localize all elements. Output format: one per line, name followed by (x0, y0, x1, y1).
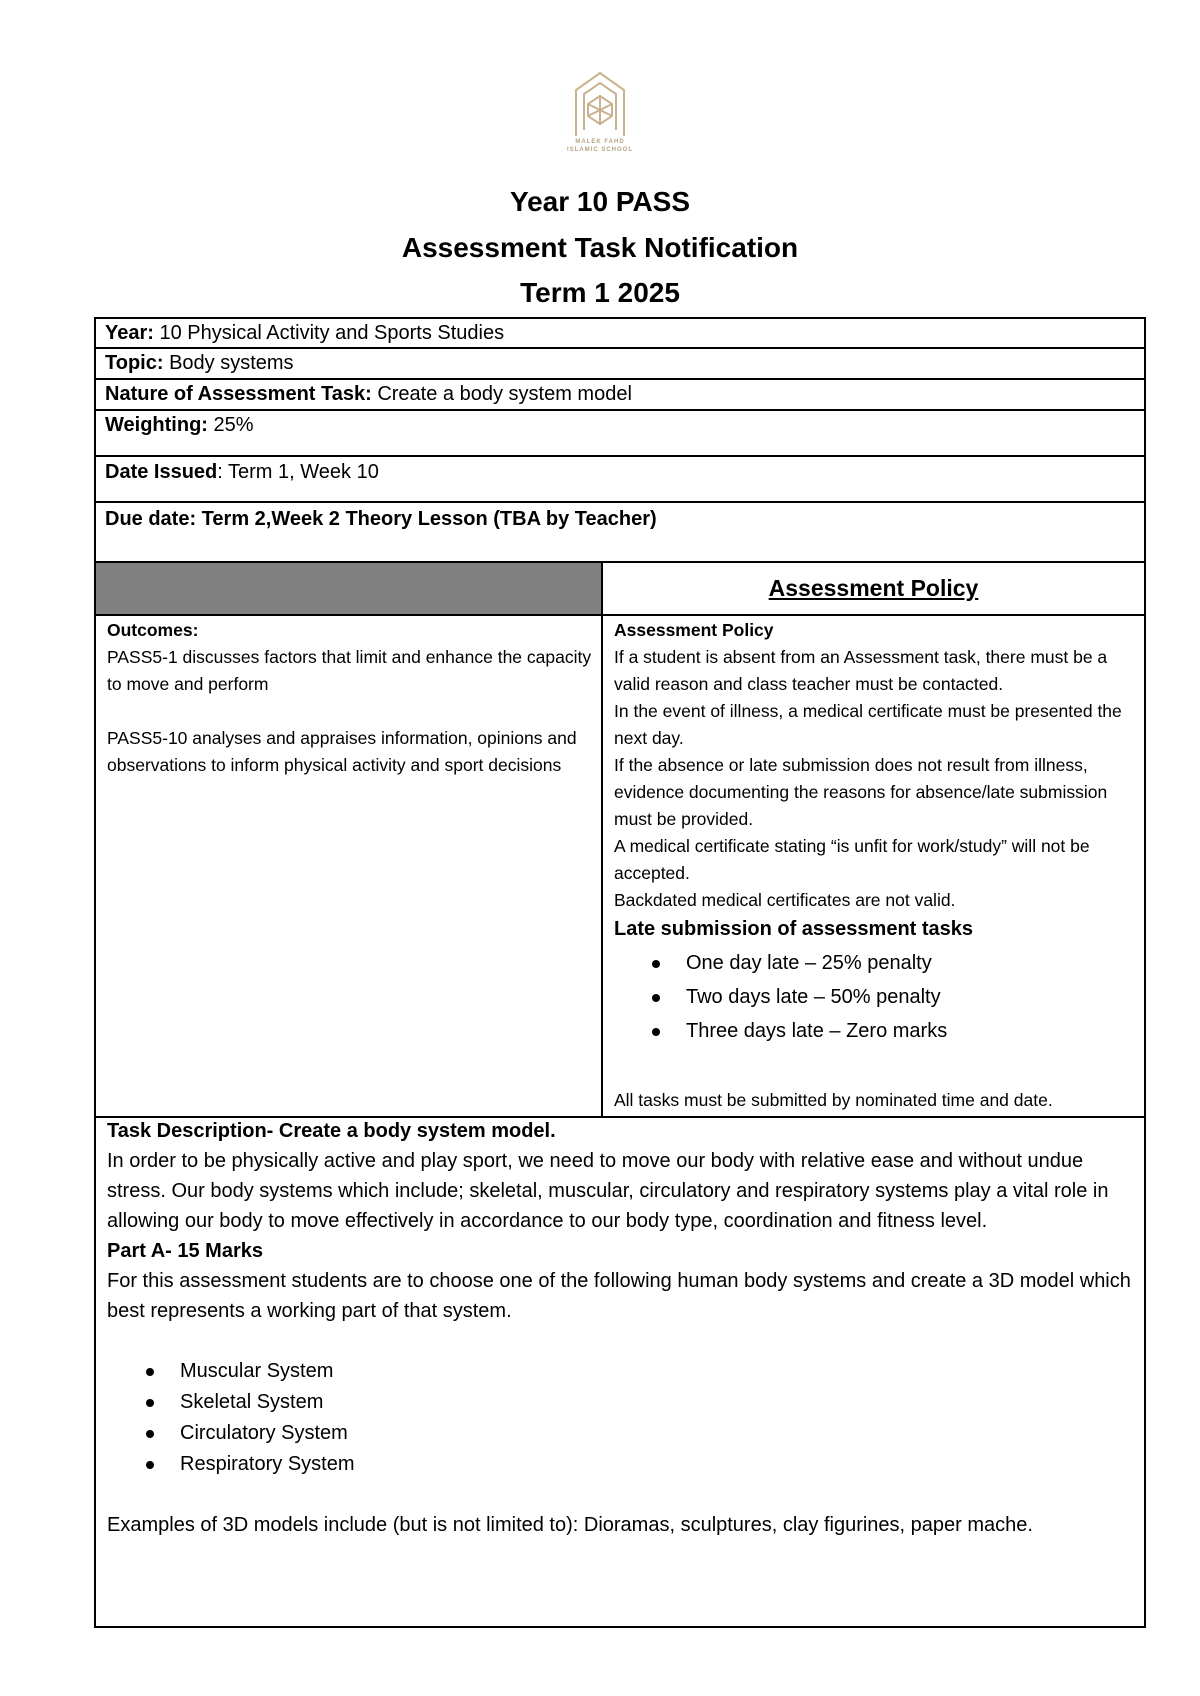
policy-text: A medical certificate stating “is unfit for work/study” will not be accepted. (614, 836, 1090, 883)
list-item: Muscular System (107, 1356, 1137, 1387)
table-bottom-border (94, 1626, 1146, 1628)
topic-value: Body systems (163, 352, 294, 374)
task-title: Task Description- Create a body system model. (107, 1120, 556, 1142)
weighting-value: 25% (207, 414, 254, 436)
logo-line-1: MALEK FAHD (575, 139, 625, 145)
grey-header-cell (96, 563, 601, 614)
nature-label: Nature of Assessment Task: (105, 383, 372, 405)
late-penalty-list (614, 946, 1144, 1048)
nature-row (94, 378, 1146, 409)
policy-text: In the event of illness, a medical certificate must be presented the next day. (614, 701, 1122, 748)
column-divider (601, 561, 603, 1118)
outcomes-title: Outcomes: (107, 620, 199, 640)
list-item: Circulatory System (107, 1418, 1137, 1449)
submission-note: All tasks must be submitted by nominated time and date. (614, 1090, 1053, 1110)
issued-value: : Term 1, Week 10 (217, 461, 379, 483)
logo-line-2: ISLAMIC SCHOOL (567, 147, 633, 153)
school-logo (558, 70, 642, 170)
late-submission-title: Late submission of assessment tasks (614, 918, 974, 940)
weighting-label: Weighting: (105, 414, 208, 436)
topic-label: Topic: (105, 352, 164, 374)
policy-text: If a student is absent from an Assessment task, there must be a valid reason and class teacher must be contacted. (614, 647, 1108, 694)
task-intro: In order to be physically active and play sport, we need to move our body with relative ease and without undue stress. Our body systems which include; skeletal, muscular, circulatory and respiratory systems play a vital role in allowing our body to move effectively in accordance to our body type, coordination and fitness level. (107, 1150, 1109, 1232)
policy-text: If the absence or late submission does not result from illness, evidence documenting the reasons for absence/late submission must be provided. (614, 755, 1108, 829)
outcome-item: PASS5-10 analyses and appraises information, opinions and observations to inform physical activity and sport decisions (107, 728, 577, 775)
list-item: Respiratory System (107, 1449, 1137, 1480)
policy-header: Assessment Policy (768, 575, 979, 601)
house-emblem-icon (572, 70, 628, 138)
year-row (94, 317, 1146, 347)
page-subtitle: Assessment Task Notification (401, 232, 799, 263)
year-label: Year: (105, 322, 154, 344)
policy-text: Backdated medical certificates are not valid. (614, 890, 956, 910)
policy-title: Assessment Policy (614, 620, 774, 640)
outcome-item: PASS5-1 discusses factors that limit and enhance the capacity to move and perform (107, 647, 592, 694)
policy-cell (614, 617, 1144, 1048)
list-item: One day late – 25% penalty (614, 946, 1144, 980)
issued-row (94, 455, 1146, 501)
topic-row (94, 347, 1146, 378)
list-item: Three days late – Zero marks (614, 1014, 1144, 1048)
weighting-row (94, 409, 1146, 455)
due-label: Due date: (105, 508, 197, 530)
task-description-cell (107, 1116, 1137, 1540)
part-a-heading: Part A- 15 Marks (107, 1240, 263, 1262)
term-title: Term 1 2025 (520, 277, 680, 308)
due-value: Term 2,Week 2 Theory Lesson (TBA by Teacher) (196, 508, 657, 530)
task-instruction: For this assessment students are to choose one of the following human body systems and create a 3D model which best represents a working part of that system. (107, 1270, 1131, 1322)
issued-label: Date Issued (105, 461, 218, 483)
outcomes-cell (107, 617, 595, 779)
body-systems-list (107, 1356, 1137, 1480)
due-row (94, 501, 1146, 561)
nature-value: Create a body system model (371, 383, 632, 405)
list-item: Skeletal System (107, 1387, 1137, 1418)
year-value: 10 Physical Activity and Sports Studies (153, 322, 505, 344)
page-title: Year 10 PASS (509, 186, 691, 217)
task-examples: Examples of 3D models include (but is not limited to): Dioramas, sculptures, clay figurines, paper mache. (107, 1514, 1033, 1536)
list-item: Two days late – 50% penalty (614, 980, 1144, 1014)
divider (94, 614, 1146, 616)
